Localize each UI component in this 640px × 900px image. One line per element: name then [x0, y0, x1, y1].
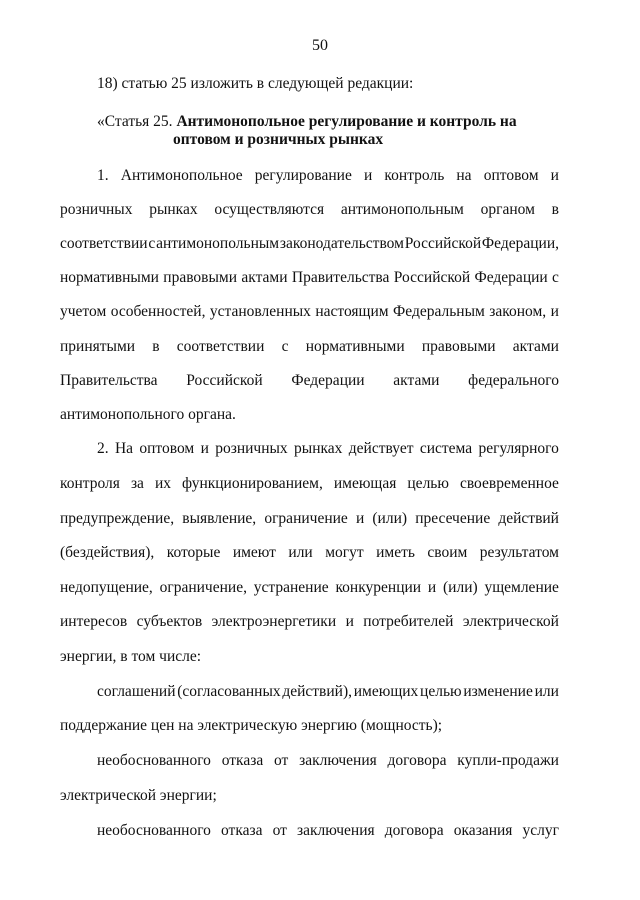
- word: целью: [407, 475, 449, 492]
- paragraph-1-line-4: [60, 268, 559, 288]
- paragraph-1-line-5: [60, 302, 559, 322]
- word: и: [355, 510, 365, 527]
- word: и: [345, 613, 354, 630]
- word: законом,: [489, 303, 547, 320]
- word: устранение: [253, 579, 329, 596]
- paragraph-1-line-7: [60, 371, 559, 391]
- word: Правительства: [291, 269, 390, 286]
- paragraph-2-line-1: [97, 439, 559, 459]
- word: действий),: [282, 683, 353, 700]
- word: изменение: [463, 683, 533, 700]
- word: имеющая: [333, 475, 397, 492]
- word: оказания: [453, 822, 513, 839]
- list-item-2-line-1: [97, 751, 559, 771]
- list-item-2-line-2: электрической энергии;: [60, 787, 217, 804]
- word: Правительства: [60, 372, 158, 389]
- word: и: [550, 303, 559, 320]
- word: (согласованных: [177, 683, 281, 700]
- word: и: [550, 167, 559, 184]
- article-heading-line1: [97, 112, 517, 132]
- word: своим: [427, 544, 468, 561]
- word: субъектов: [136, 613, 203, 630]
- word: рынках: [294, 440, 343, 457]
- paragraph-2-line-3: [60, 509, 559, 529]
- word: электроэнергетики: [211, 613, 337, 630]
- word: отказа: [221, 822, 263, 839]
- word: могут: [325, 544, 364, 561]
- word: выявление,: [182, 510, 257, 527]
- word: заключения: [297, 822, 375, 839]
- word: розничных: [60, 201, 133, 218]
- word: настоящим: [315, 303, 389, 320]
- word: ограничение: [264, 510, 348, 527]
- word: которые: [166, 544, 221, 561]
- paragraph-1-line-2: [60, 200, 559, 220]
- word: предупреждение,: [60, 510, 175, 527]
- word: с: [281, 338, 289, 355]
- word: необоснованного: [97, 822, 211, 839]
- word: результатом: [479, 544, 559, 561]
- word: функционированием,: [182, 475, 323, 492]
- paragraph-2-line-6: [60, 612, 559, 632]
- word: имеют: [232, 544, 276, 561]
- word: розничных: [215, 440, 288, 457]
- paragraph-1-line-6: [60, 337, 559, 357]
- word: органом: [480, 201, 535, 218]
- word: регулярного: [478, 440, 559, 457]
- word: действий: [498, 510, 559, 527]
- word: На: [114, 440, 134, 457]
- word: в: [551, 201, 559, 218]
- word: от: [274, 752, 289, 769]
- word: регулирование: [254, 167, 352, 184]
- word: Антимонопольное: [120, 167, 243, 184]
- word: с: [552, 269, 559, 286]
- word: соответствии: [60, 235, 148, 252]
- word: Федеральным: [393, 303, 485, 320]
- word: действует: [348, 440, 414, 457]
- list-item-1-line-2: поддержание цен на электрическую энергию (мощность);: [60, 717, 443, 734]
- word: актами: [393, 372, 440, 389]
- word: от: [272, 822, 287, 839]
- word: своевременное: [459, 475, 559, 492]
- word: за: [130, 475, 144, 492]
- list-item-1-line-1: [97, 682, 559, 702]
- word: федерального: [468, 372, 559, 389]
- article-prefix: «Статья 25.: [97, 113, 173, 130]
- word: ущемление: [484, 579, 559, 596]
- word: актами: [241, 269, 288, 286]
- paragraph-2-line-5: [60, 578, 559, 598]
- word: правовыми: [163, 269, 238, 286]
- word: антимонопольным: [340, 201, 464, 218]
- word: оптовом: [483, 167, 539, 184]
- word: Российской: [393, 269, 471, 286]
- list-item-3-line-1: [97, 821, 559, 841]
- word: учетом: [60, 303, 107, 320]
- word: заключения: [299, 752, 377, 769]
- word: актами: [512, 338, 559, 355]
- article-title-line2: оптовом и розничных рынках: [173, 131, 384, 148]
- word: Федерации: [474, 269, 548, 286]
- word: Российской: [186, 372, 263, 389]
- word: и: [427, 579, 437, 596]
- word: контроль: [384, 167, 445, 184]
- word: контроля: [60, 475, 120, 492]
- word: (или): [372, 510, 408, 527]
- word: нормативными: [60, 269, 159, 286]
- word: осуществляются: [214, 201, 325, 218]
- word: в: [152, 338, 160, 355]
- article-title-line1: Антимонопольное регулирование и контроль на: [176, 113, 517, 130]
- word: и: [363, 167, 373, 184]
- word: Федерации: [291, 372, 365, 389]
- word: и: [200, 440, 209, 457]
- word: соответствии: [176, 338, 265, 355]
- word: на: [456, 167, 472, 184]
- word: договора: [387, 752, 447, 769]
- paragraph-2-line-2: [60, 474, 559, 494]
- word: с: [148, 235, 156, 252]
- word: или: [534, 683, 559, 700]
- word: электрической: [462, 613, 559, 630]
- word: необоснованного: [97, 752, 211, 769]
- word: система: [419, 440, 473, 457]
- paragraph-1-line-1: [97, 166, 559, 186]
- word: правовыми: [421, 338, 496, 355]
- word: услуг: [522, 822, 559, 839]
- word: Российской: [404, 235, 482, 252]
- word: пресечение: [415, 510, 491, 527]
- word: их: [154, 475, 172, 492]
- paragraph-1-line-3: [60, 234, 559, 254]
- word: оптовом: [139, 440, 195, 457]
- word: купли-продажи: [457, 752, 559, 769]
- word: 1.: [97, 167, 109, 184]
- word: интересов: [60, 613, 128, 630]
- word: отказа: [221, 752, 264, 769]
- word: недопущение,: [60, 579, 153, 596]
- word: (бездействия),: [60, 544, 155, 561]
- word: нормативными: [305, 338, 405, 355]
- word: законодательством: [279, 235, 404, 252]
- word: установленных: [209, 303, 311, 320]
- amendment-intro: 18) статью 25 изложить в следующей редакции:: [97, 75, 414, 92]
- word: 2.: [97, 440, 109, 457]
- word: конкуренции: [335, 579, 422, 596]
- word: (или): [443, 579, 478, 596]
- word: целью: [420, 683, 462, 700]
- word: антимонопольным: [156, 235, 280, 252]
- word: особенностей,: [110, 303, 206, 320]
- paragraph-1-line-8: антимонопольного органа.: [60, 406, 236, 423]
- paragraph-2-line-7: энергии, в том числе:: [60, 648, 202, 665]
- word: или: [288, 544, 313, 561]
- word: имеющих: [353, 683, 419, 700]
- paragraph-2-line-4: [60, 543, 559, 563]
- word: договора: [384, 822, 444, 839]
- word: ограничение,: [159, 579, 247, 596]
- word: рынках: [149, 201, 198, 218]
- word: иметь: [376, 544, 415, 561]
- word: соглашений: [97, 683, 176, 700]
- word: принятыми: [60, 338, 136, 355]
- word: потребителей: [363, 613, 454, 630]
- word: Федерации,: [481, 235, 559, 252]
- page-number: 50: [312, 37, 328, 54]
